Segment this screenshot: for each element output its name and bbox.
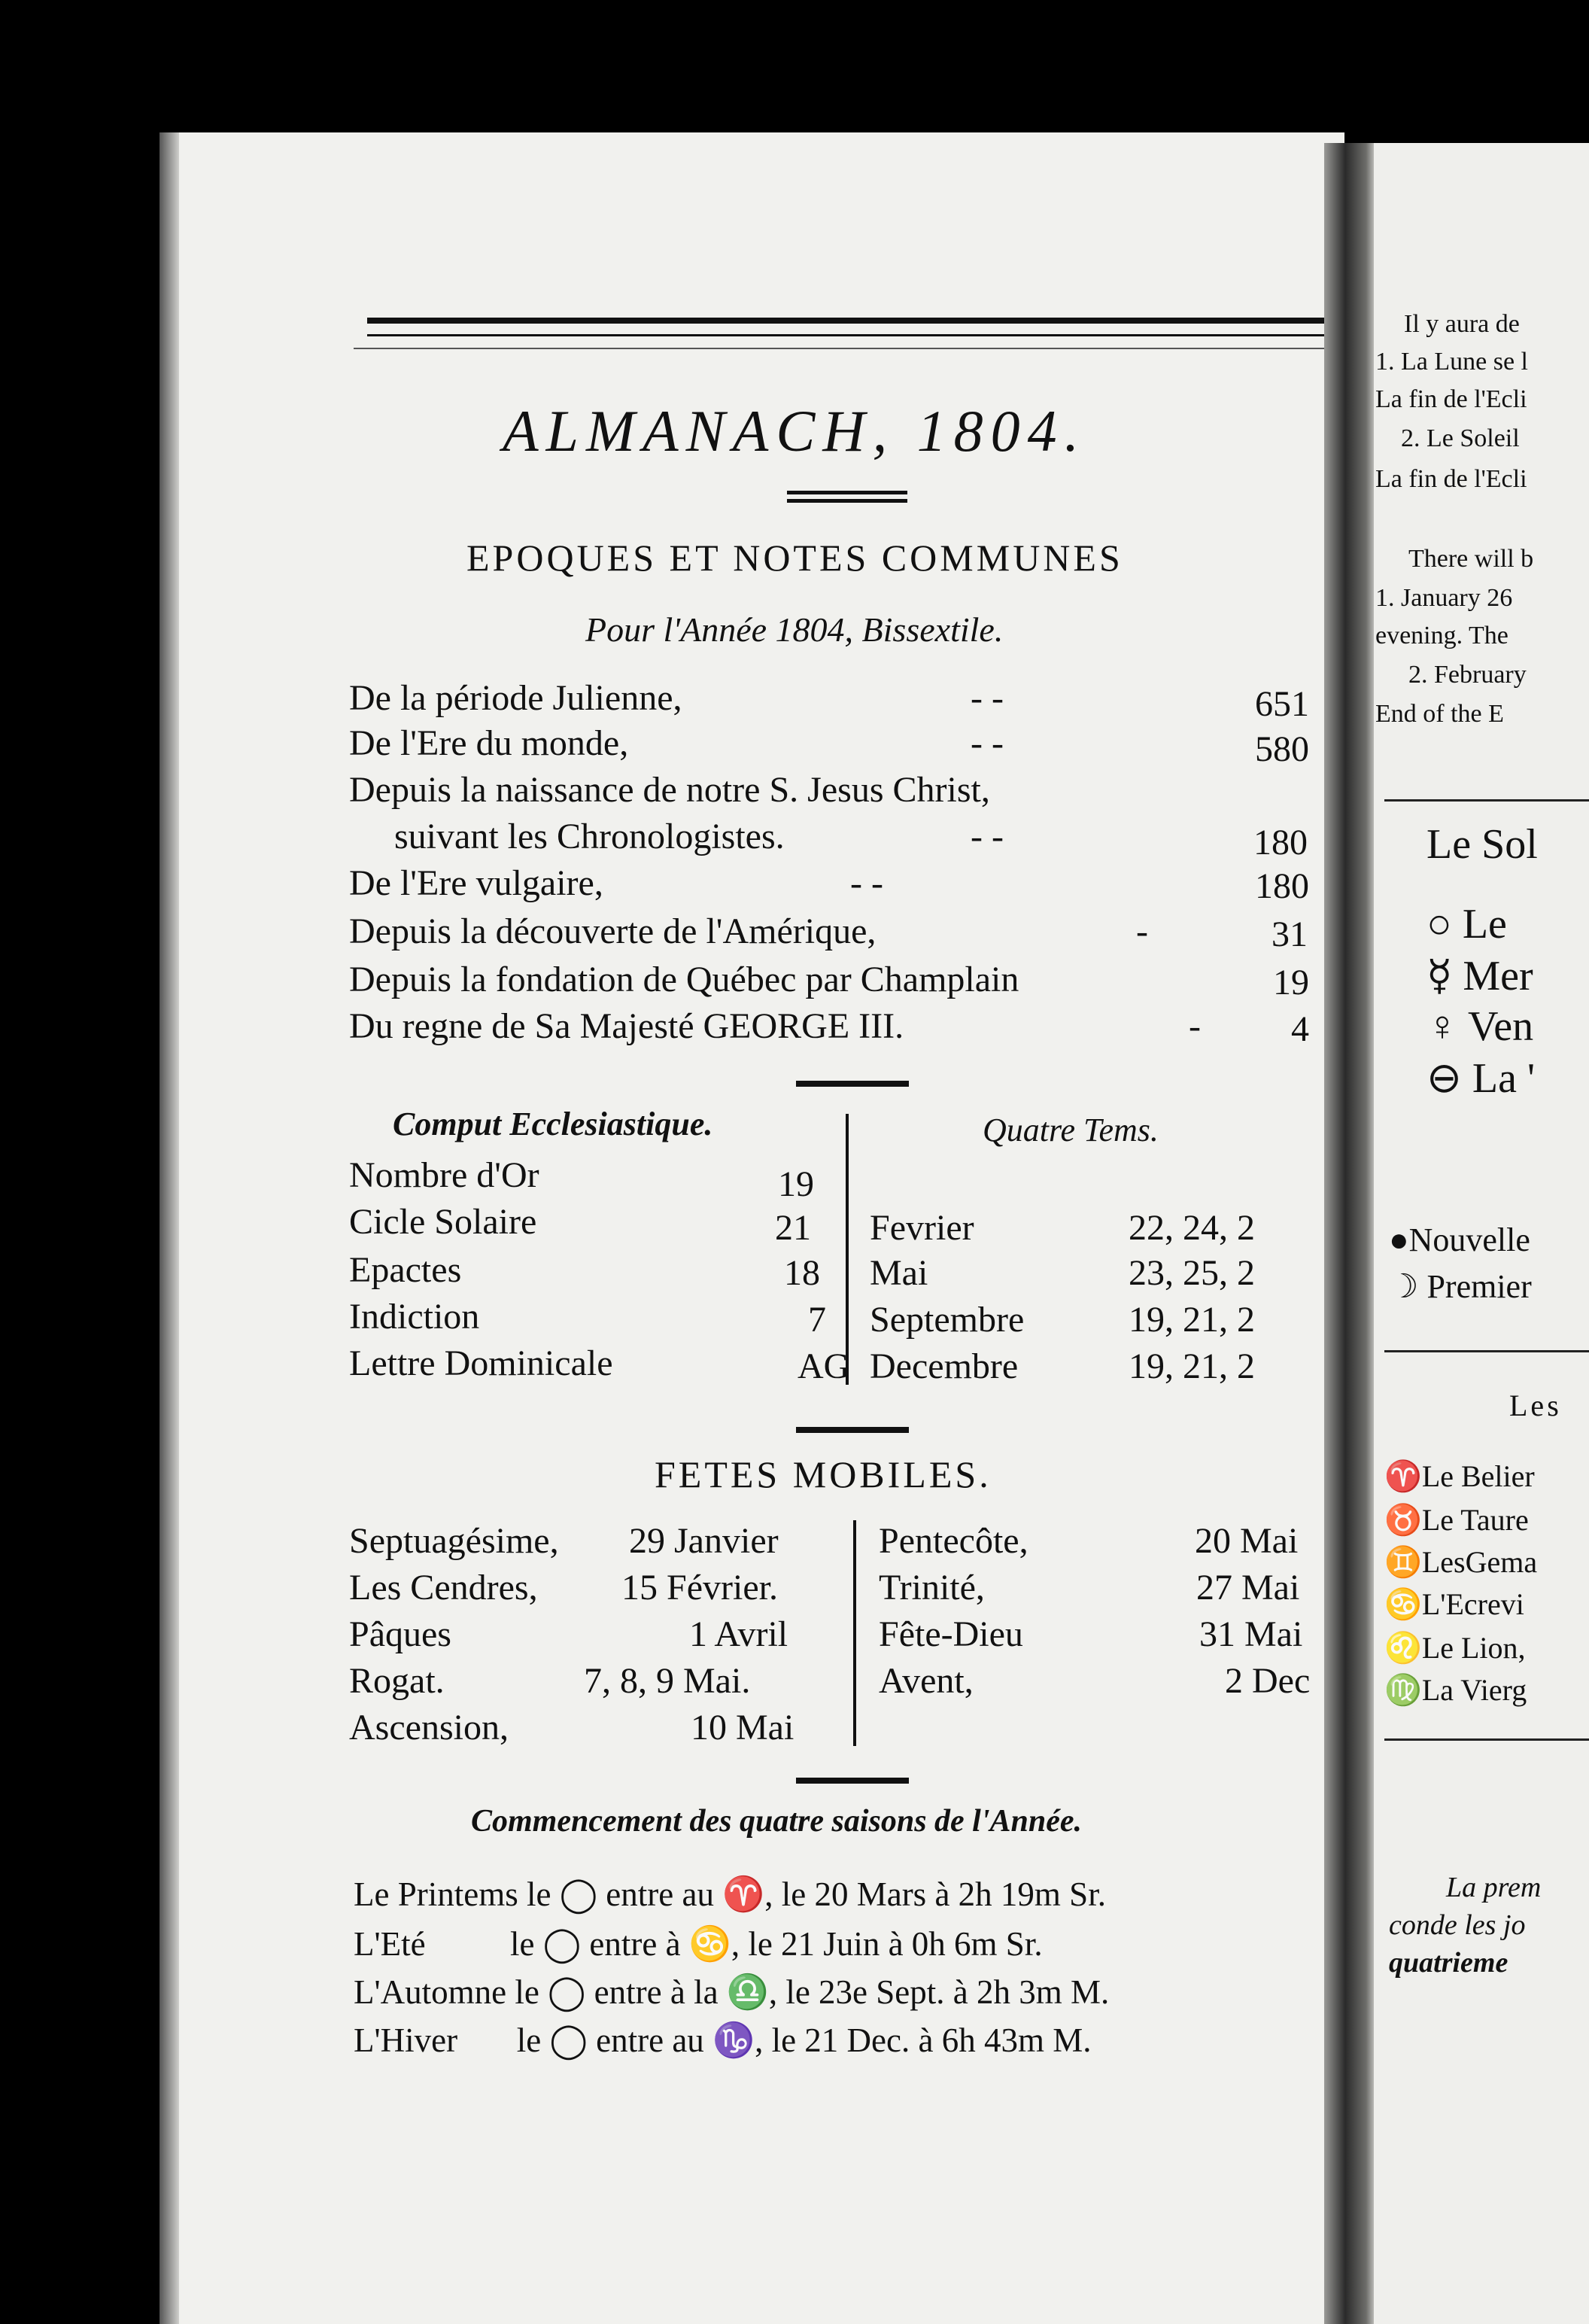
saison-row: L'Automne le ◯ entre à la ♎, le 23e Sept. à 2h 3m M. (354, 1973, 1110, 2011)
comput-value: AG (798, 1346, 850, 1386)
epoch-dots: - - (971, 723, 1004, 763)
right-line: End of the E (1375, 700, 1504, 728)
comput-label: Epactes (349, 1250, 462, 1290)
book-gutter (1324, 143, 1377, 2324)
earth-icon: ⊖ (1426, 1055, 1462, 1102)
leo-icon: ♌ (1384, 1631, 1422, 1665)
epoch-label: suivant les Chronologistes. (394, 817, 785, 856)
right-divider (1384, 799, 1589, 802)
right-line: 1. January 26 (1375, 584, 1513, 612)
saisons-heading: Commencement des quatre saisons de l'Année. (471, 1804, 1083, 1839)
fete-name: Pâques (349, 1614, 451, 1654)
section-divider (796, 1778, 909, 1784)
fete-name: Septuagésime, (349, 1521, 559, 1561)
comput-value: 7 (808, 1300, 826, 1340)
comput-label: Cicle Solaire (349, 1202, 537, 1242)
fete-name: Les Cendres, (349, 1568, 538, 1608)
epoch-value: 31 (1272, 914, 1308, 954)
epoch-value: 19 (1273, 963, 1309, 1002)
venus-icon: ♀ (1426, 1003, 1458, 1050)
tems-days: 19, 21, 2 (1129, 1300, 1255, 1340)
fete-date: 15 Février. (621, 1568, 778, 1608)
saison-row: L'Hiver le ◯ entre au ♑, le 21 Dec. à 6h 43m M. (354, 2021, 1092, 2059)
fete-date: 20 Mai (1195, 1521, 1299, 1561)
cancer-icon: ♋ (1384, 1587, 1422, 1621)
fete-name: Pentecôte, (879, 1521, 1028, 1561)
sign-label: Le Lion, (1421, 1631, 1526, 1665)
sun-icon: ○ (1426, 901, 1452, 948)
sign-label: L'Ecrevi (1421, 1587, 1524, 1621)
taurus-icon: ♉ (1384, 1503, 1422, 1537)
fete-date: 1 Avril (689, 1614, 788, 1654)
aries-icon: ♈ (1384, 1459, 1422, 1493)
fete-date: 31 Mai (1199, 1614, 1303, 1654)
right-line: 2. Le Soleil (1401, 424, 1520, 452)
quatre-tems-heading: Quatre Tems. (983, 1112, 1159, 1148)
header-rule (367, 318, 1345, 336)
right-line: 1. La Lune se l (1375, 348, 1528, 376)
right-line: La fin de l'Ecli (1375, 465, 1527, 493)
phase-label: Premier (1426, 1268, 1532, 1305)
right-line: La fin de l'Ecli (1375, 385, 1527, 413)
fetes-heading: FETES MOBILES. (655, 1453, 992, 1495)
gemini-icon: ♊ (1384, 1545, 1422, 1579)
signs-heading: Les (1509, 1389, 1562, 1422)
epoch-value: 180 (1255, 866, 1309, 906)
epoch-dots: - (1189, 1006, 1201, 1046)
epoch-dots: - (1136, 911, 1148, 951)
fete-name: Avent, (879, 1661, 974, 1701)
tems-month: Decembre (870, 1346, 1019, 1386)
right-line: 2. February (1408, 661, 1527, 689)
sign-label: Le Belier (1421, 1459, 1535, 1493)
comput-heading: Comput Ecclesiastique. (393, 1106, 713, 1142)
comput-value: 18 (784, 1253, 820, 1293)
epoch-value: 4 (1291, 1009, 1309, 1049)
comput-label: Nombre d'Or (349, 1155, 539, 1195)
epoch-dots: - - (850, 863, 883, 903)
planet-label: Mer (1463, 953, 1533, 999)
fete-date: 2 Dec (1225, 1661, 1311, 1701)
tems-month: Fevrier (870, 1208, 974, 1248)
fete-name: Fête-Dieu (879, 1614, 1023, 1654)
right-line: evening. The (1375, 622, 1508, 649)
column-divider (853, 1520, 856, 1746)
column-divider (846, 1114, 849, 1385)
epoch-label: De l'Ere du monde, (349, 723, 629, 763)
first-quarter-icon: ☽ (1389, 1268, 1419, 1305)
fete-name: Trinité, (879, 1568, 985, 1608)
tems-days: 19, 21, 2 (1129, 1346, 1255, 1386)
planet-label: Ven (1468, 1003, 1534, 1050)
epoch-label: De la période Julienne, (349, 678, 682, 718)
right-line: La prem (1446, 1872, 1542, 1903)
epoch-label: Depuis la découverte de l'Amérique, (349, 911, 877, 951)
comput-label: Indiction (349, 1297, 480, 1337)
tems-month: Mai (870, 1253, 928, 1293)
right-page (1374, 143, 1589, 2324)
title-ornament (787, 491, 907, 503)
right-line: quatrieme (1389, 1947, 1508, 1979)
epoch-value: 651 (1255, 684, 1309, 724)
epoch-dots: - - (971, 817, 1004, 856)
epoch-dots: - - (971, 678, 1004, 718)
comput-value: 21 (775, 1208, 811, 1248)
epoch-label: Du regne de Sa Majesté GEORGE III. (349, 1006, 904, 1046)
sign-label: Le Taure (1421, 1503, 1529, 1537)
mercury-icon: ☿ (1426, 953, 1453, 999)
comput-label: Lettre Dominicale (349, 1343, 613, 1383)
virgo-icon: ♍ (1384, 1673, 1422, 1707)
page-title: ALMANACH, 1804. (503, 398, 1087, 464)
right-line: Il y aura de (1404, 310, 1520, 338)
fete-date: 10 Mai (691, 1708, 794, 1748)
right-heading: Le Sol (1426, 821, 1538, 868)
section-divider (796, 1427, 909, 1433)
fete-date: 27 Mai (1196, 1568, 1300, 1608)
epoch-value: 180 (1253, 823, 1308, 862)
section-divider (796, 1081, 909, 1087)
epoch-value: 580 (1255, 729, 1309, 769)
section-heading-epoques: EPOQUES ET NOTES COMMUNES (466, 537, 1123, 579)
saison-row: L'Eté le ◯ entre à ♋, le 21 Juin à 0h 6m Sr. (354, 1925, 1043, 1963)
right-line: conde les jo (1389, 1909, 1526, 1941)
planet-label: La ' (1472, 1055, 1536, 1102)
epoch-label: De l'Ere vulgaire, (349, 863, 603, 903)
page-edge-shadow (160, 132, 179, 2324)
fete-name: Ascension, (349, 1708, 509, 1748)
right-divider (1384, 1350, 1589, 1352)
epoch-label: Depuis la naissance de notre S. Jesus Christ, (349, 770, 990, 810)
sign-label: La Vierg (1421, 1673, 1527, 1707)
fete-date: 7, 8, 9 Mai. (584, 1661, 751, 1701)
saison-row: Le Printems le ◯ entre au ♈, le 20 Mars à 2h 19m Sr. (354, 1875, 1106, 1913)
new-moon-icon: ● (1389, 1221, 1409, 1258)
phase-label: Nouvelle (1408, 1221, 1530, 1258)
year-line: Pour l'Année 1804, Bissextile. (585, 610, 1004, 649)
epoch-label: Depuis la fondation de Québec par Champlain (349, 960, 1019, 999)
tems-month: Septembre (870, 1300, 1025, 1340)
tems-days: 23, 25, 2 (1129, 1253, 1255, 1293)
fete-name: Rogat. (349, 1661, 445, 1701)
planet-label: Le (1462, 901, 1507, 948)
right-line: There will b (1408, 545, 1534, 573)
comput-value: 19 (778, 1164, 814, 1204)
sign-label: LesGema (1421, 1545, 1538, 1579)
right-divider (1384, 1738, 1589, 1741)
tems-days: 22, 24, 2 (1129, 1208, 1255, 1248)
header-rule-thin (354, 348, 1347, 349)
fete-date: 29 Janvier (629, 1521, 779, 1561)
